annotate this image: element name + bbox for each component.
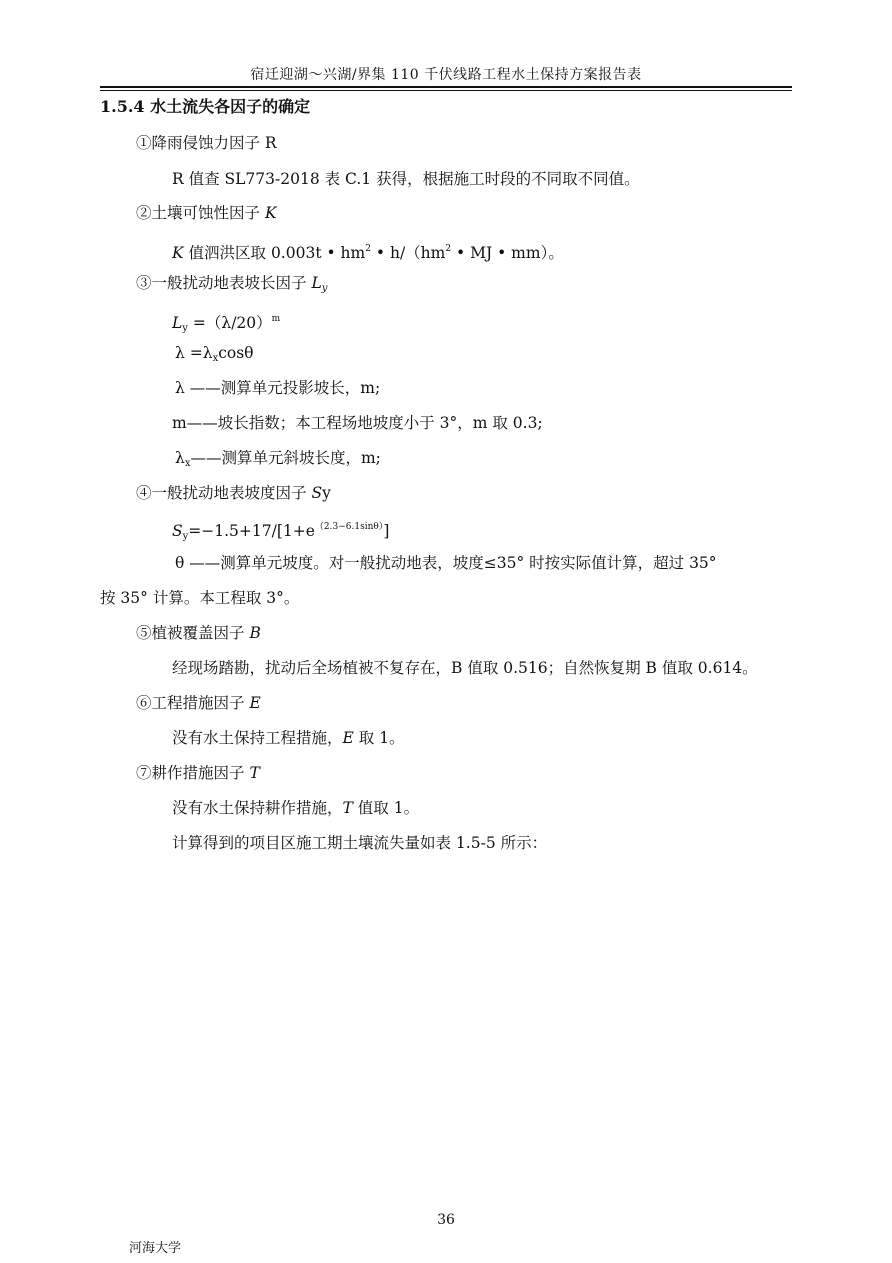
page-header: 宿迁迎湖～兴湖/界集 110 千伏线路工程水土保持方案报告表 <box>250 67 642 83</box>
e-factor-desc: 没有水土保持工程措施，E 取 1。 <box>172 729 405 747</box>
sy-formula: $S_y=-1.5+17/[1+e^{(2.3-6.1sin\theta)}]$ <box>172 522 390 542</box>
lambda-definition: λ ——测算单元投影坡长，m; <box>175 379 381 397</box>
k-factor-title: ②土壤可蚀性因子 K <box>136 204 277 222</box>
footer-org: 河海大学 <box>129 1241 182 1256</box>
theta-definition-line1: θ ——测算单元坡度。对一般扰动地表，坡度≤35° 时按实际值计算，超过 35° <box>175 554 717 572</box>
r-factor-title: ①降雨侵蚀力因子 R <box>136 134 277 152</box>
t-factor-desc: 没有水土保持耕作措施，T 值取 1。 <box>172 799 420 817</box>
sy-factor-title: ④一般扰动地表坡度因子 Sy <box>136 484 331 502</box>
ly-formula: $L_y =(\lambda/20)^m$ <box>172 314 281 334</box>
summary-text: 计算得到的项目区施工期土壤流失量如表 1.5-5 所示： <box>172 834 548 852</box>
lambdax-definition: $\lambda_x——$测算单元斜坡长度，m; <box>175 449 381 469</box>
r-factor-desc: R 值查 SL773-2018 表 C.1 获得，根据施工时段的不同取不同值。 <box>172 170 640 188</box>
m-definition: m——坡长指数；本工程场地坡度小于 3°，m 取 0.3; <box>172 414 543 432</box>
t-factor-title: ⑦耕作措施因子 T <box>136 764 260 782</box>
k-factor-desc: K 值泗洪区取 0.003t • $hm^2$ • $h/(hm^2$ • MJ • mm）。 <box>172 244 564 262</box>
section-heading: 1.5.4 水土流失各因子的确定 <box>100 97 311 116</box>
e-factor-title: ⑥工程措施因子 E <box>136 694 261 712</box>
header-rule-thin <box>100 90 792 91</box>
theta-definition-line2: 按 35° 计算。本工程取 3°。 <box>100 589 300 607</box>
b-factor-title: ⑤植被覆盖因子 B <box>136 624 261 642</box>
lambda-formula: $\lambda =\lambda_x\cos\theta$ <box>175 344 254 364</box>
header-rule-thick <box>100 86 792 88</box>
page-number: 36 <box>437 1212 455 1228</box>
b-factor-desc: 经现场踏勘，扰动后全场植被不复存在，B 值取 0.516；自然恢复期 B 值取 0.614。 <box>172 659 758 677</box>
ly-factor-title: ③一般扰动地表坡长因子 $L_y$ <box>136 274 328 294</box>
